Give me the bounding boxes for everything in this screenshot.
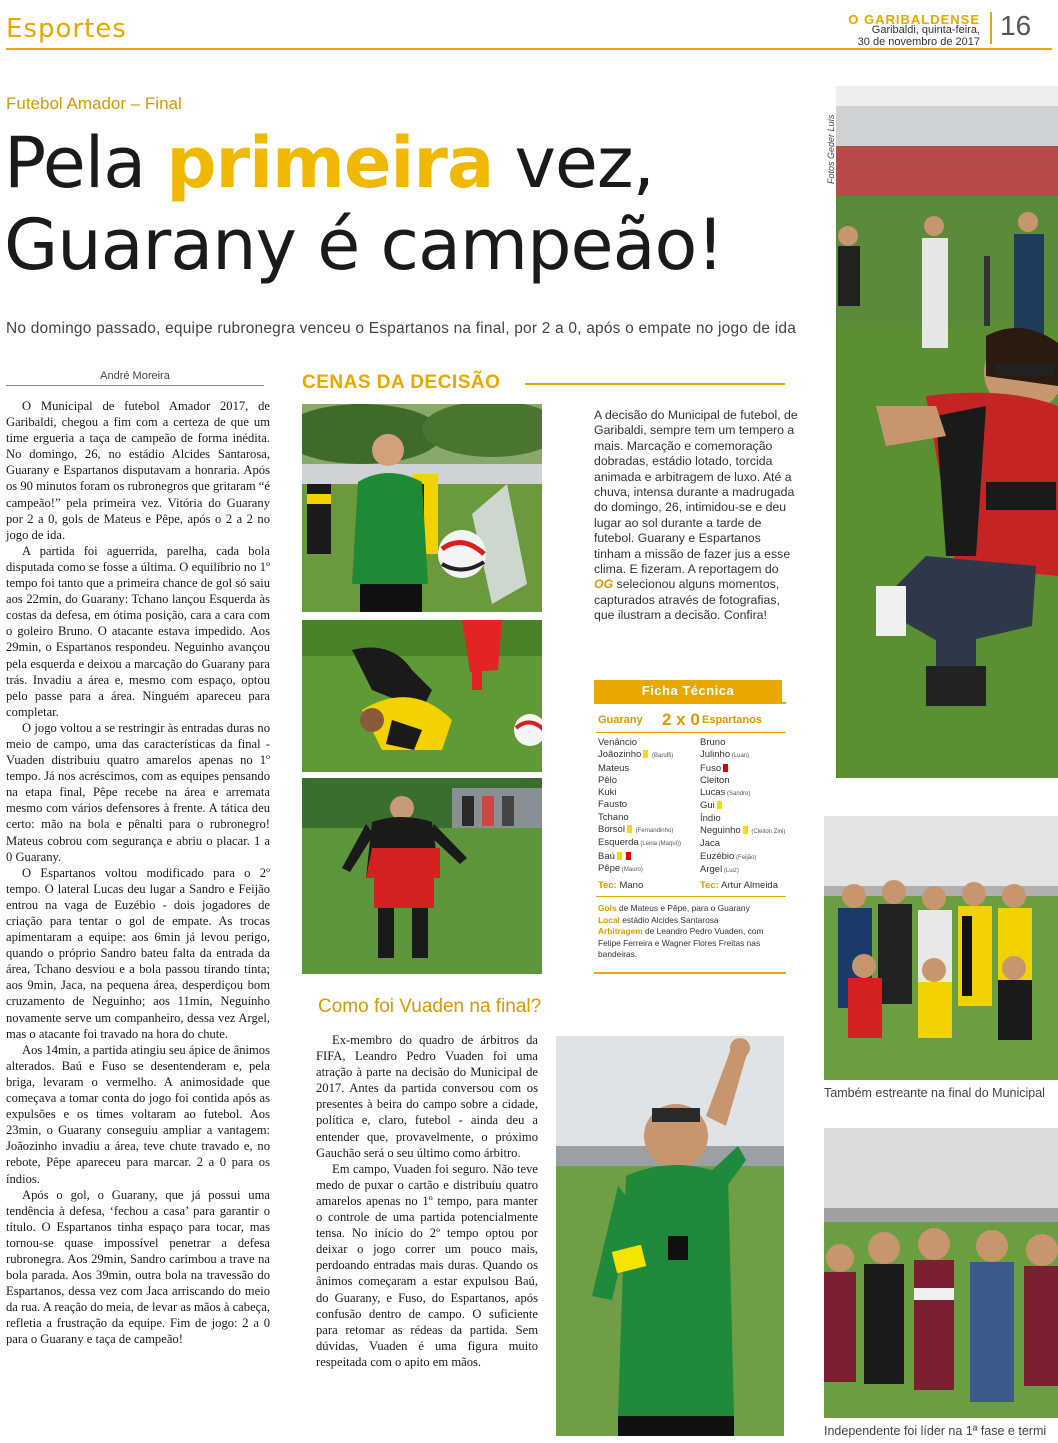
header-rule	[6, 48, 1052, 50]
roster-player	[598, 812, 696, 824]
roster-player	[598, 737, 696, 749]
player-name: Fausto	[598, 799, 628, 811]
substitution-note: (Luan)	[730, 753, 750, 760]
arbitragem-text: de Leandro Pedro Vuaden, com Felipe Ferreira e Wagner Flores Freitas nas bandeiras.	[598, 926, 764, 960]
tec-a: Mano	[619, 880, 644, 891]
body-paragraph: O Espartanos voltou modificado para o 2º tempo. O lateral Lucas deu lugar a Sandro e Feijão entrou na vaga de Euzébio - dois jogadores de criação para tentar o gol de empate. As trocas apimentaram a equipe: aos 6min já levou perigo, quando o próprio Sandro bateu falta da entrada da área, Tchano desviou e a bola passou tirando tinta; aos 9min, Jaca, na pequena área, desperdiçou bom cruzamento de Neguinho; aos 11min, Neguinho novamente serve um companheiro, dessa vez Argel, mas o atacante foi travado na hora do chute.	[6, 865, 270, 1041]
player-name: Euzébio	[700, 850, 735, 862]
article-subtitle: No domingo passado, equipe rubronegra venceu o Espartanos na final, por 2 a 0, após o empate no jogo de ida	[6, 320, 797, 337]
player-name: Lucas	[700, 787, 726, 799]
headline-part1: Pela	[4, 122, 167, 204]
player-name: Julinho	[700, 749, 731, 761]
yellow-card-icon	[617, 852, 622, 860]
roster-player	[598, 799, 696, 811]
photo-vuaden-yellow-card	[556, 1036, 784, 1436]
ficha-rule-bottom	[594, 972, 786, 974]
headline-line2: Guarany é campeão!	[4, 204, 724, 286]
substitution-note: (Fernandinho)	[633, 828, 674, 835]
photo-referee-ball	[302, 404, 542, 612]
roster-player	[598, 749, 696, 762]
player-name: Venâncio	[598, 737, 638, 748]
cenas-text-after: selecionou alguns momentos, capturados através de fotografias, que ilustram a decisão. Confira!	[594, 577, 780, 623]
substitution-note: (Feijão)	[734, 854, 757, 861]
cenas-title: CENAS DA DECISÃO	[302, 372, 501, 393]
body-paragraph: Aos 14min, a partida atingiu seu ápice de ânimos alterados. Baú e Fuso se desentenderam e, pela briga, levaram o vermelho. A animosidade que começava a tomar conta do jogo foi contida após as expulsões e os times voltaram ao futebol. Aos 23min, o Guarany conseguiu ampliar a vantagem: Joãozinho invadiu a área, teve chute travado e, no rebote, Pêpe apareceu para marcar. 2 a 0 para os índios.	[6, 1042, 270, 1186]
article-byline: André Moreira	[100, 370, 170, 382]
team-b-name: Espartanos	[702, 714, 762, 726]
player-name: Bruno	[700, 737, 726, 748]
ficha-rule-top	[594, 702, 786, 704]
headline-part2: vez,	[493, 122, 654, 204]
roster-player	[700, 825, 788, 838]
player-name: Borsol	[598, 824, 625, 836]
roster-player	[598, 824, 696, 837]
roster-player	[598, 787, 696, 799]
player-name: Argel	[700, 863, 723, 875]
substitution-note: (Sandro)	[725, 791, 751, 798]
cenas-text	[594, 408, 798, 624]
coach-team-b	[700, 880, 778, 891]
roster-player	[700, 838, 788, 850]
player-name: Kuki	[598, 787, 617, 799]
tec-label-a: Tec:	[598, 880, 617, 891]
cenas-rule	[525, 383, 785, 385]
roster-player	[598, 851, 696, 863]
ficha-info	[598, 903, 786, 961]
red-card-icon	[626, 852, 631, 860]
headline-highlight: primeira	[166, 122, 494, 204]
photo-caption-2: Independente foi líder na 1ª fase e termi	[824, 1424, 1047, 1438]
roster-player	[598, 863, 696, 876]
byline-rule	[6, 385, 264, 386]
yellow-card-icon	[743, 826, 748, 834]
substitution-note: (Mauro)	[620, 866, 643, 873]
coach-team-a	[598, 880, 643, 891]
gols-label: Gols	[598, 903, 617, 913]
tec-label-b: Tec:	[700, 880, 719, 891]
player-name: Jaca	[700, 838, 721, 850]
roster-player	[700, 864, 788, 877]
photo-credit: Fotos Geder Luís	[826, 114, 836, 184]
red-card-icon	[723, 764, 728, 772]
roster-player	[700, 787, 788, 800]
publication-name: O GARIBALDENSE	[848, 12, 980, 27]
section-title: Esportes	[6, 14, 127, 44]
score-rule	[596, 732, 786, 733]
photo-team-independente	[824, 1128, 1058, 1418]
issue-date: 30 de novembro de 2017	[857, 36, 980, 48]
yellow-card-icon	[643, 750, 648, 758]
player-name: Gui	[700, 800, 715, 812]
substitution-note: (Baruffi)	[650, 753, 674, 760]
player-name: Pêpe	[598, 862, 621, 874]
roster-player	[700, 737, 788, 749]
yellow-card-icon	[627, 825, 632, 833]
photo-player-celebration	[302, 778, 542, 974]
roster-player	[700, 851, 788, 864]
ficha-title: Ficha Técnica	[594, 680, 782, 702]
vuaden-title: Como foi Vuaden na final?	[318, 996, 542, 1017]
photo-players-tackle	[302, 620, 542, 772]
substitution-note: (Cleiton Zini)	[749, 829, 786, 836]
location-day: Garibaldi, quinta-feira,	[871, 24, 980, 36]
article-body	[6, 398, 270, 1348]
roster-player	[700, 800, 788, 812]
roster-player	[700, 775, 788, 787]
gols-text: de Mateus e Pêpe, para o Guarany	[618, 903, 750, 913]
final-score: 2 x 0	[662, 710, 700, 729]
tec-b: Artur Almeida	[720, 880, 778, 891]
roster-player	[598, 775, 696, 787]
roster-player	[700, 749, 788, 762]
body-paragraph: Após o gol, o Guarany, que já possui uma tendência à defesa, ‘fechou a casa’ para garantir o título. O Espartanos tinha espaço para tocar, mas tornou-se quase impossível penetrar a defesa rubronegra. Aos 29min, Sandro carimbou a trave na bola parada. Aos 39min, outra bola na travessão do Espartanos, dessa vez com Jaca arriscando do meio da rua. A reação do meia, de levar as mãos à cabeça, refletia a frustração da equipe. Fim de jogo: 2 a 0 para o Guarany e taça de campeão!	[6, 1187, 270, 1347]
roster-player	[598, 763, 696, 775]
yellow-card-icon	[717, 801, 722, 809]
player-name: Pêlo	[598, 774, 618, 786]
roster-team-a	[598, 737, 696, 876]
body-paragraph: A partida foi aguerrida, parelha, cada bola disputada como se fosse a última. O equilíbrio no 1º tempo foi tanto que a primeira chance de gol só saiu aos 22min, do Guarany: Tchano lançou Esquerda às costas da defesa, em ótima posição, cara a cara com o goleiro Bruno. O atacante estava impedido. Aos 29min, o Espartanos respondeu. Neguinho avançou pela esquerda e deixou a marcação do Guarany para trás. Invadiu a área e, mesmo com espaço, optou pelo passe para a área. Ninguém apareceu para completar.	[6, 543, 270, 719]
player-name: Tchano	[598, 811, 629, 823]
substitution-note: (Luiz)	[722, 867, 739, 874]
page-number: 16	[1000, 10, 1032, 41]
publication-info	[858, 24, 980, 48]
player-name: Neguinho	[700, 825, 741, 837]
body-paragraph: O Municipal de futebol Amador 2017, de Garibaldi, chegou a fim com a certeza de que um time ergueria a taça de campeão de forma inédita. No domingo, 26, no estádio Alcides Santarosa, Guarany e Espartanos disputavam a honraria. Após os 90 minutos foram os rubronegros que gritaram “é campeão!” pela primeira vez. Vitória do Guarany por 2 a 0, gols de Mateus e Pêpe, após o 2 a 2 no jogo de ida.	[6, 399, 270, 542]
score-row	[598, 710, 786, 732]
cenas-brand: OG	[594, 577, 614, 592]
header-separator	[990, 12, 992, 44]
player-name: Índio	[700, 812, 721, 824]
roster-player	[700, 763, 788, 775]
article-kicker: Futebol Amador – Final	[6, 94, 182, 113]
local-label: Local	[598, 914, 620, 925]
roster-player	[700, 813, 788, 825]
player-name: Esquerda	[598, 837, 639, 849]
player-name: Joãozinho	[598, 749, 642, 761]
roster-player	[598, 837, 696, 850]
vuaden-paragraph: Em campo, Vuaden foi seguro. Não teve medo de puxar o cartão e distribuiu quatro amarelos apenas no 1º tempo, para manter o controle de uma partida potencialmente tensa. No início do 2º tempo optou por deixar o jogo correr um pouco mais, perdoando entradas mais duras. Quando os ânimos começaram a estar expulsou Baú, do Guarany, e Fuso, do Espartanos, após confusão dentro de campo. O suficiente para retomar as rédeas da partida. Sem dúvidas, Vuaden é uma figura muito respeitada com o apito em mãos.	[316, 1161, 538, 1369]
player-name: Mateus	[598, 762, 630, 774]
cenas-text-before: A decisão do Municipal de futebol, de Garibaldi, sempre tem um tempero a mais. Marcação e comemoração dobradas, estádio lotado, torcida animada e arbitragem de luxo. Até a chuva, intensa durante a madrugada do domingo, 26, intimidou-se e deu lugar ao sol durante a tarde de futebol. Guarany e Espartanos tinham a missão de fazer jus a esse clima. E fizeram. A reportagem do	[594, 408, 798, 577]
photo-team-espartanos	[824, 816, 1058, 1080]
substitution-note: (Leiria (Maqui))	[638, 841, 682, 848]
article-headline	[4, 122, 804, 286]
player-name: Baú	[598, 850, 615, 862]
player-name: Cleiton	[700, 774, 730, 786]
team-a-name: Guarany	[598, 714, 643, 726]
photo-fan-celebration	[836, 86, 1058, 778]
photo-caption-1: Também estreante na final do Municipal	[824, 1086, 1045, 1100]
arbitragem-label: Arbitragem	[598, 926, 643, 937]
vuaden-paragraph: Ex-membro do quadro de árbitros da FIFA, Leandro Pedro Vuaden foi uma atração à parte na decisão do Municipal de 2017. Antes da partida conversou com os presentes à beira do campo sobre a cidade, política e, claro, futebol - ainda deu a entender que, provavelmente, o próximo Gauchão será o seu último como árbitro.	[316, 1033, 538, 1160]
vuaden-body	[316, 1032, 538, 1370]
ficha-rule-mid	[596, 896, 786, 897]
roster-team-b	[700, 737, 788, 877]
body-paragraph: O jogo voltou a se restringir às entradas duras no meio de campo, uma das características da final - Vuaden distribuiu quatro amarelos apenas no 1º tempo. Já nos acréscimos, com as equipes pensando na etapa final, Pêpe recebe na área e arremata mesmo com vários defensores à frente. A tática deu certo: mão na bola e pênalti para o rubronegro! Mateus cobrou com segurança e abriu o placar. 1 a 0 Guarany.	[6, 720, 270, 864]
player-name: Fuso	[700, 762, 722, 774]
local-text: estádio Alcides Santarosa	[622, 914, 719, 925]
